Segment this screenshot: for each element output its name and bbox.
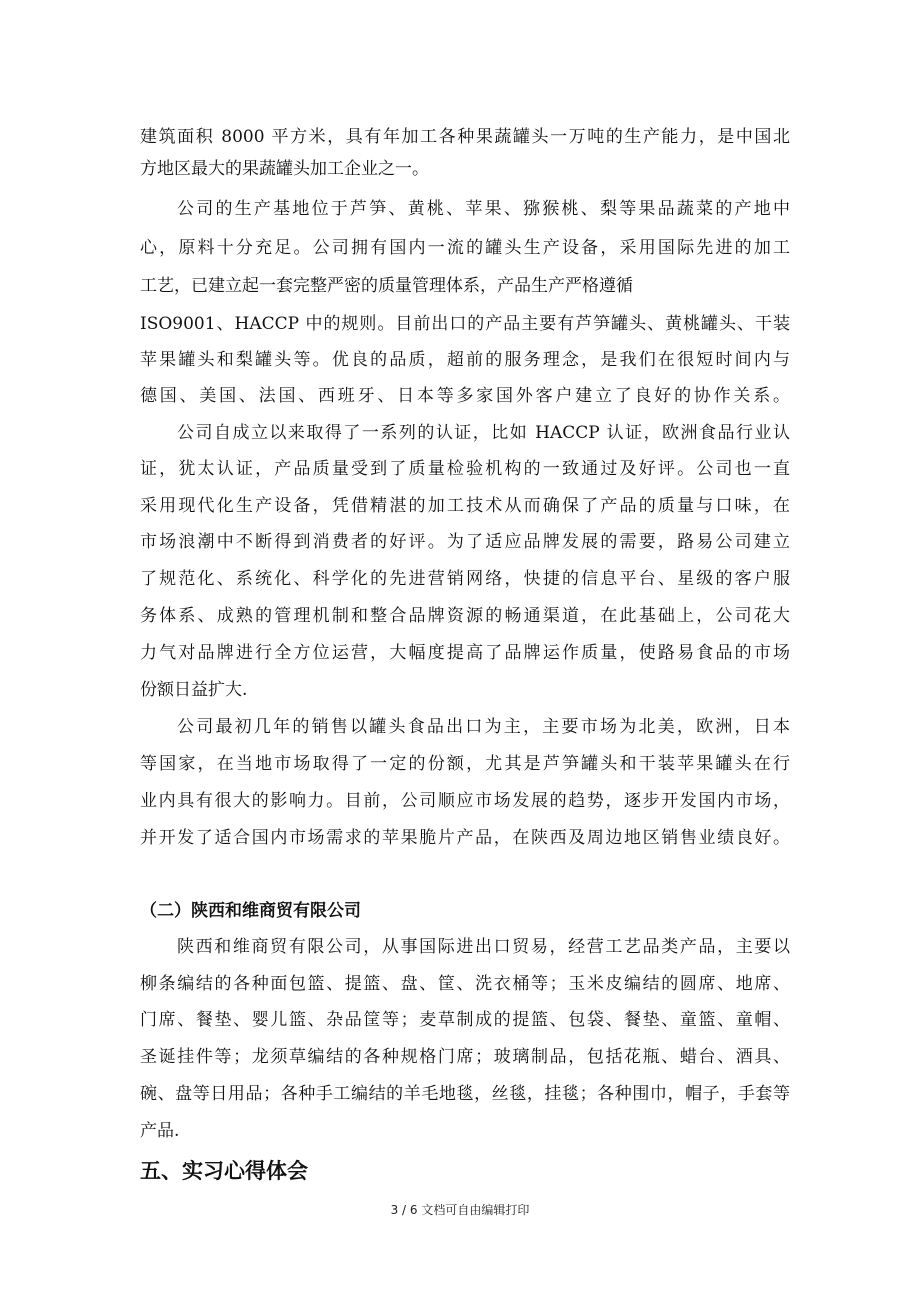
paragraph4-line: 公司最初几年的销售以罐头食品出口为主，主要市场为北美，欧洲，日本 <box>177 717 790 737</box>
paragraph5-line: 门席、餐垫、婴儿篮、杂品筐等；麦草制成的提篮、包袋、餐垫、童篮、童帽、 <box>140 1010 790 1030</box>
paragraph3-line: 公司自成立以来取得了一系列的认证，比如 HACCP 认证，欧洲食品行业认 <box>177 423 790 443</box>
paragraph3-line: 采用现代化生产设备，凭借精湛的加工技术从而确保了产品的质量与口味，在 <box>140 496 790 516</box>
section-heading: 五、实习心得体会 <box>140 1159 308 1183</box>
paragraph4-line: 并开发了适合国内市场需求的苹果脆片产品，在陕西及周边地区销售业绩良好。 <box>140 828 790 848</box>
paragraph3-line: 证，犹太认证，产品质量受到了质量检验机构的一致通过及好评。公司也一直 <box>140 459 790 479</box>
paragraph3-line: 务体系、成熟的管理机制和整合品牌资源的畅通渠道，在此基础上，公司花大 <box>140 606 790 626</box>
paragraph5-line: 碗、盘等日用品；各种手工编结的羊毛地毯，丝毯，挂毯；各种围巾，帽子，手套等 <box>140 1084 790 1104</box>
paragraph4-line: 业内具有很大的影响力。目前，公司顺应市场发展的趋势，逐步开发国内市场， <box>140 791 790 811</box>
paragraph4-line: 等国家，在当地市场取得了一定的份额，尤其是芦笋罐头和干装苹果罐头在行 <box>140 754 790 774</box>
subheading: （二）陕西和维商贸有限公司 <box>140 901 361 921</box>
paragraph1-line: 建筑面积 8000 平方米，具有年加工各种果蔬罐头一万吨的生产能力，是中国北 <box>140 127 790 147</box>
paragraph5-line: 圣诞挂件等；龙须草编结的各种规格门席；玻璃制品，包括花瓶、蜡台、酒具、 <box>140 1047 790 1067</box>
paragraph2-line: 德国、美国、法国、西班牙、日本等多家国外客户建立了良好的协作关系。 <box>140 386 790 406</box>
paragraph3-line: 份额日益扩大. <box>140 680 248 700</box>
paragraph2-line: 心，原料十分充足。公司拥有国内一流的罐头生产设备，采用国际先进的加工 <box>140 238 790 258</box>
paragraph5-line: 柳条编结的各种面包篮、提篮、盘、筐、洗衣桶等；玉米皮编结的圆席、地席、 <box>140 974 790 994</box>
paragraph5-line: 陕西和维商贸有限公司，从事国际进出口贸易，经营工艺品类产品，主要以 <box>177 937 790 957</box>
paragraph2-line: 工艺，已建立起一套完整严密的质量管理体系，产品生产严格遵循 <box>140 276 633 296</box>
paragraph2-line: 苹果罐头和梨罐头等。优良的品质，超前的服务理念，是我们在很短时间内与 <box>140 350 790 370</box>
paragraph3-line: 了规范化、系统化、科学化的先进营销网络，快捷的信息平台、星级的客户服 <box>140 569 790 589</box>
paragraph3-line: 市场浪潮中不断得到消费者的好评。为了适应品牌发展的需要，路易公司建立 <box>140 532 790 552</box>
paragraph2-line: ISO9001、HACCP 中的规则。目前出口的产品主要有芦笋罐头、黄桃罐头、干装 <box>140 314 790 334</box>
paragraph2-line: 公司的生产基地位于芦笋、黄桃、苹果、猕猴桃、梨等果品蔬菜的产地中 <box>177 199 790 219</box>
page-footer: 3 / 6 文档可自由编辑打印 <box>390 1203 530 1217</box>
paragraph5-line: 产品. <box>140 1121 180 1141</box>
paragraph1-line: 方地区最大的果蔬罐头加工企业之一。 <box>140 159 429 179</box>
paragraph3-line: 力气对品牌进行全方位运营，大幅度提高了品牌运作质量，使路易食品的市场 <box>140 643 790 663</box>
